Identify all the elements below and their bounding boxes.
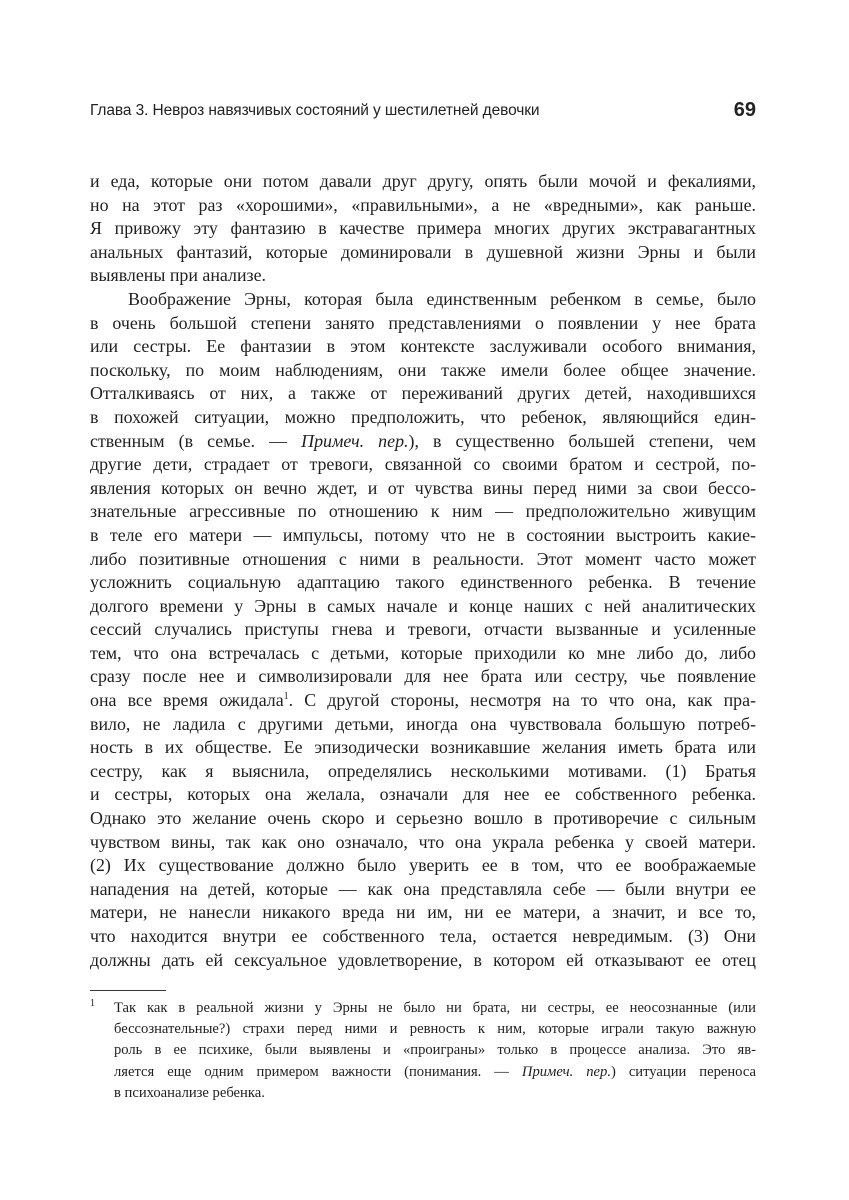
text-line: долгого времени у Эрны в самых начале и конце наших с ней аналитических xyxy=(90,595,756,616)
text-line: но на этот раз «хорошими», «правильными», а не «вредными», как раньше. xyxy=(90,194,756,215)
text-segment: ляется еще одним примером важности (понимания. — xyxy=(114,1063,522,1080)
text-line xyxy=(90,689,756,713)
text-line: анальных фантазий, которые доминировали в душевной жизни Эрны и были xyxy=(90,241,756,262)
text-line: либо позитивные отношения с ними в реальности. Этот момент часто может xyxy=(90,548,756,569)
text-segment: ) ситуации переноса xyxy=(610,1063,756,1080)
text-line: матери, не нанесли никакого вреда ни им, ни ее матери, а значит, и все то, xyxy=(90,902,756,923)
text-line: что находится внутри ее собственного тела, остается невредимым. (3) Они xyxy=(90,926,756,946)
footnote-line: в психоанализе ребенка. xyxy=(114,1084,265,1101)
page-number: 69 xyxy=(733,99,756,121)
text-segment: . С другой стороны, несмотря на то что она, как пра- xyxy=(288,690,756,711)
footnote-text xyxy=(114,998,756,1104)
text-line: явления которых он вечно ждет, и от чувства вины перед ними за свои бессо- xyxy=(90,477,756,498)
text-line: ность в их обществе. Ее эпизодически возникавшие желания иметь брата или xyxy=(90,737,756,758)
text-segment: ственным (в семье. — xyxy=(90,430,302,451)
text-line: или сестры. Ее фантазии в этом контексте заслуживали особого внимания, xyxy=(90,336,756,357)
text-line: в очень большой степени занято представлениями о появлении у нее брата xyxy=(90,312,756,333)
footnote-line: бессознательные?) страхи перед ними и ревность к ним, которые играли такую важную xyxy=(114,1021,756,1038)
text-line xyxy=(90,430,756,454)
translator-note: Примеч. пер. xyxy=(521,1063,611,1080)
footnote-reference[interactable]: 1 xyxy=(283,691,289,703)
text-line: чувством вины, так как оно означало, что она украла ребенка у своей матери. xyxy=(90,831,756,852)
text-line: должны дать ей сексуальное удовлетворение, в котором ей отказывают ее отец xyxy=(90,949,756,970)
text-line: (2) Их существование должно было уверить ее в том, что ее воображаемые xyxy=(90,855,756,876)
text-line: усложнить социальную адаптацию такого единственного ребенка. В течение xyxy=(90,572,756,593)
text-line: и сестры, которых она желала, означали для нее ее собственного ребенка. xyxy=(90,784,756,805)
body-text xyxy=(90,170,756,972)
footnote-mark: 1 xyxy=(90,998,95,1009)
translator-note: Примеч. пер. xyxy=(301,430,409,451)
text-line: нападения на детей, которые — как она представляла себе — были внутри ее xyxy=(90,878,756,899)
text-line: сессий случались приступы гнева и тревоги, отчасти вызванные и усиленные xyxy=(90,619,756,640)
text-line: Отталкиваясь от них, а также от переживаний других детей, находившихся xyxy=(90,383,756,404)
text-line: тем, что она встречалась с детьми, которые приходили ко мне либо до, либо xyxy=(90,642,756,663)
text-line: выявлены при анализе. xyxy=(90,265,267,286)
text-segment: она все время ожидала xyxy=(90,690,284,711)
footnote-line: Так как в реальной жизни у Эрны не было ни брата, ни сестры, ее неосознанные (или xyxy=(114,1000,756,1016)
text-line: знательные агрессивные по отношению к ним — предположительно живущим xyxy=(90,501,756,522)
text-line: в теле его матери — импульсы, потому что не в состоянии выстроить какие- xyxy=(90,524,756,545)
footnote-divider xyxy=(90,990,166,991)
text-line: вило, не ладила с другими детьми, иногда она чувствовала большую потреб- xyxy=(90,713,756,734)
text-line-paragraph-start: Воображение Эрны, которая была единственным ребенком в семье, было xyxy=(128,288,756,309)
text-line: в похожей ситуации, можно предположить, что ребенок, являющийся един- xyxy=(90,406,756,427)
text-line: поскольку, по моим наблюдениям, они также имели более общее значение. xyxy=(90,359,756,380)
text-line: сестру, как я выяснила, определялись несколькими мотивами. (1) Братья xyxy=(90,760,756,781)
text-line: другие дети, страдает от тревоги, связанной со своими братом и сестрой, по- xyxy=(90,454,756,475)
chapter-title: Глава 3. Невроз навязчивых состояний у шестилетней девочки xyxy=(90,102,540,119)
text-line: и еда, которые они потом давали друг другу, опять были мочой и фекалиями, xyxy=(90,171,756,191)
footnote-line xyxy=(114,1062,756,1083)
text-line: сразу после нее и символизировали для нее брата или сестру, чье появление xyxy=(90,666,756,687)
text-line: Однако это желание очень скоро и серьезно вошло в противоречие с сильным xyxy=(90,808,756,829)
text-line: Я привожу эту фантазию в качестве примера многих других экстравагантных xyxy=(90,218,756,239)
footnote-line: роль в ее психике, были выявлены и «проиграны» только в процессе анализа. Это яв- xyxy=(114,1042,756,1059)
text-segment: ), в существенно большей степени, чем xyxy=(408,430,756,451)
